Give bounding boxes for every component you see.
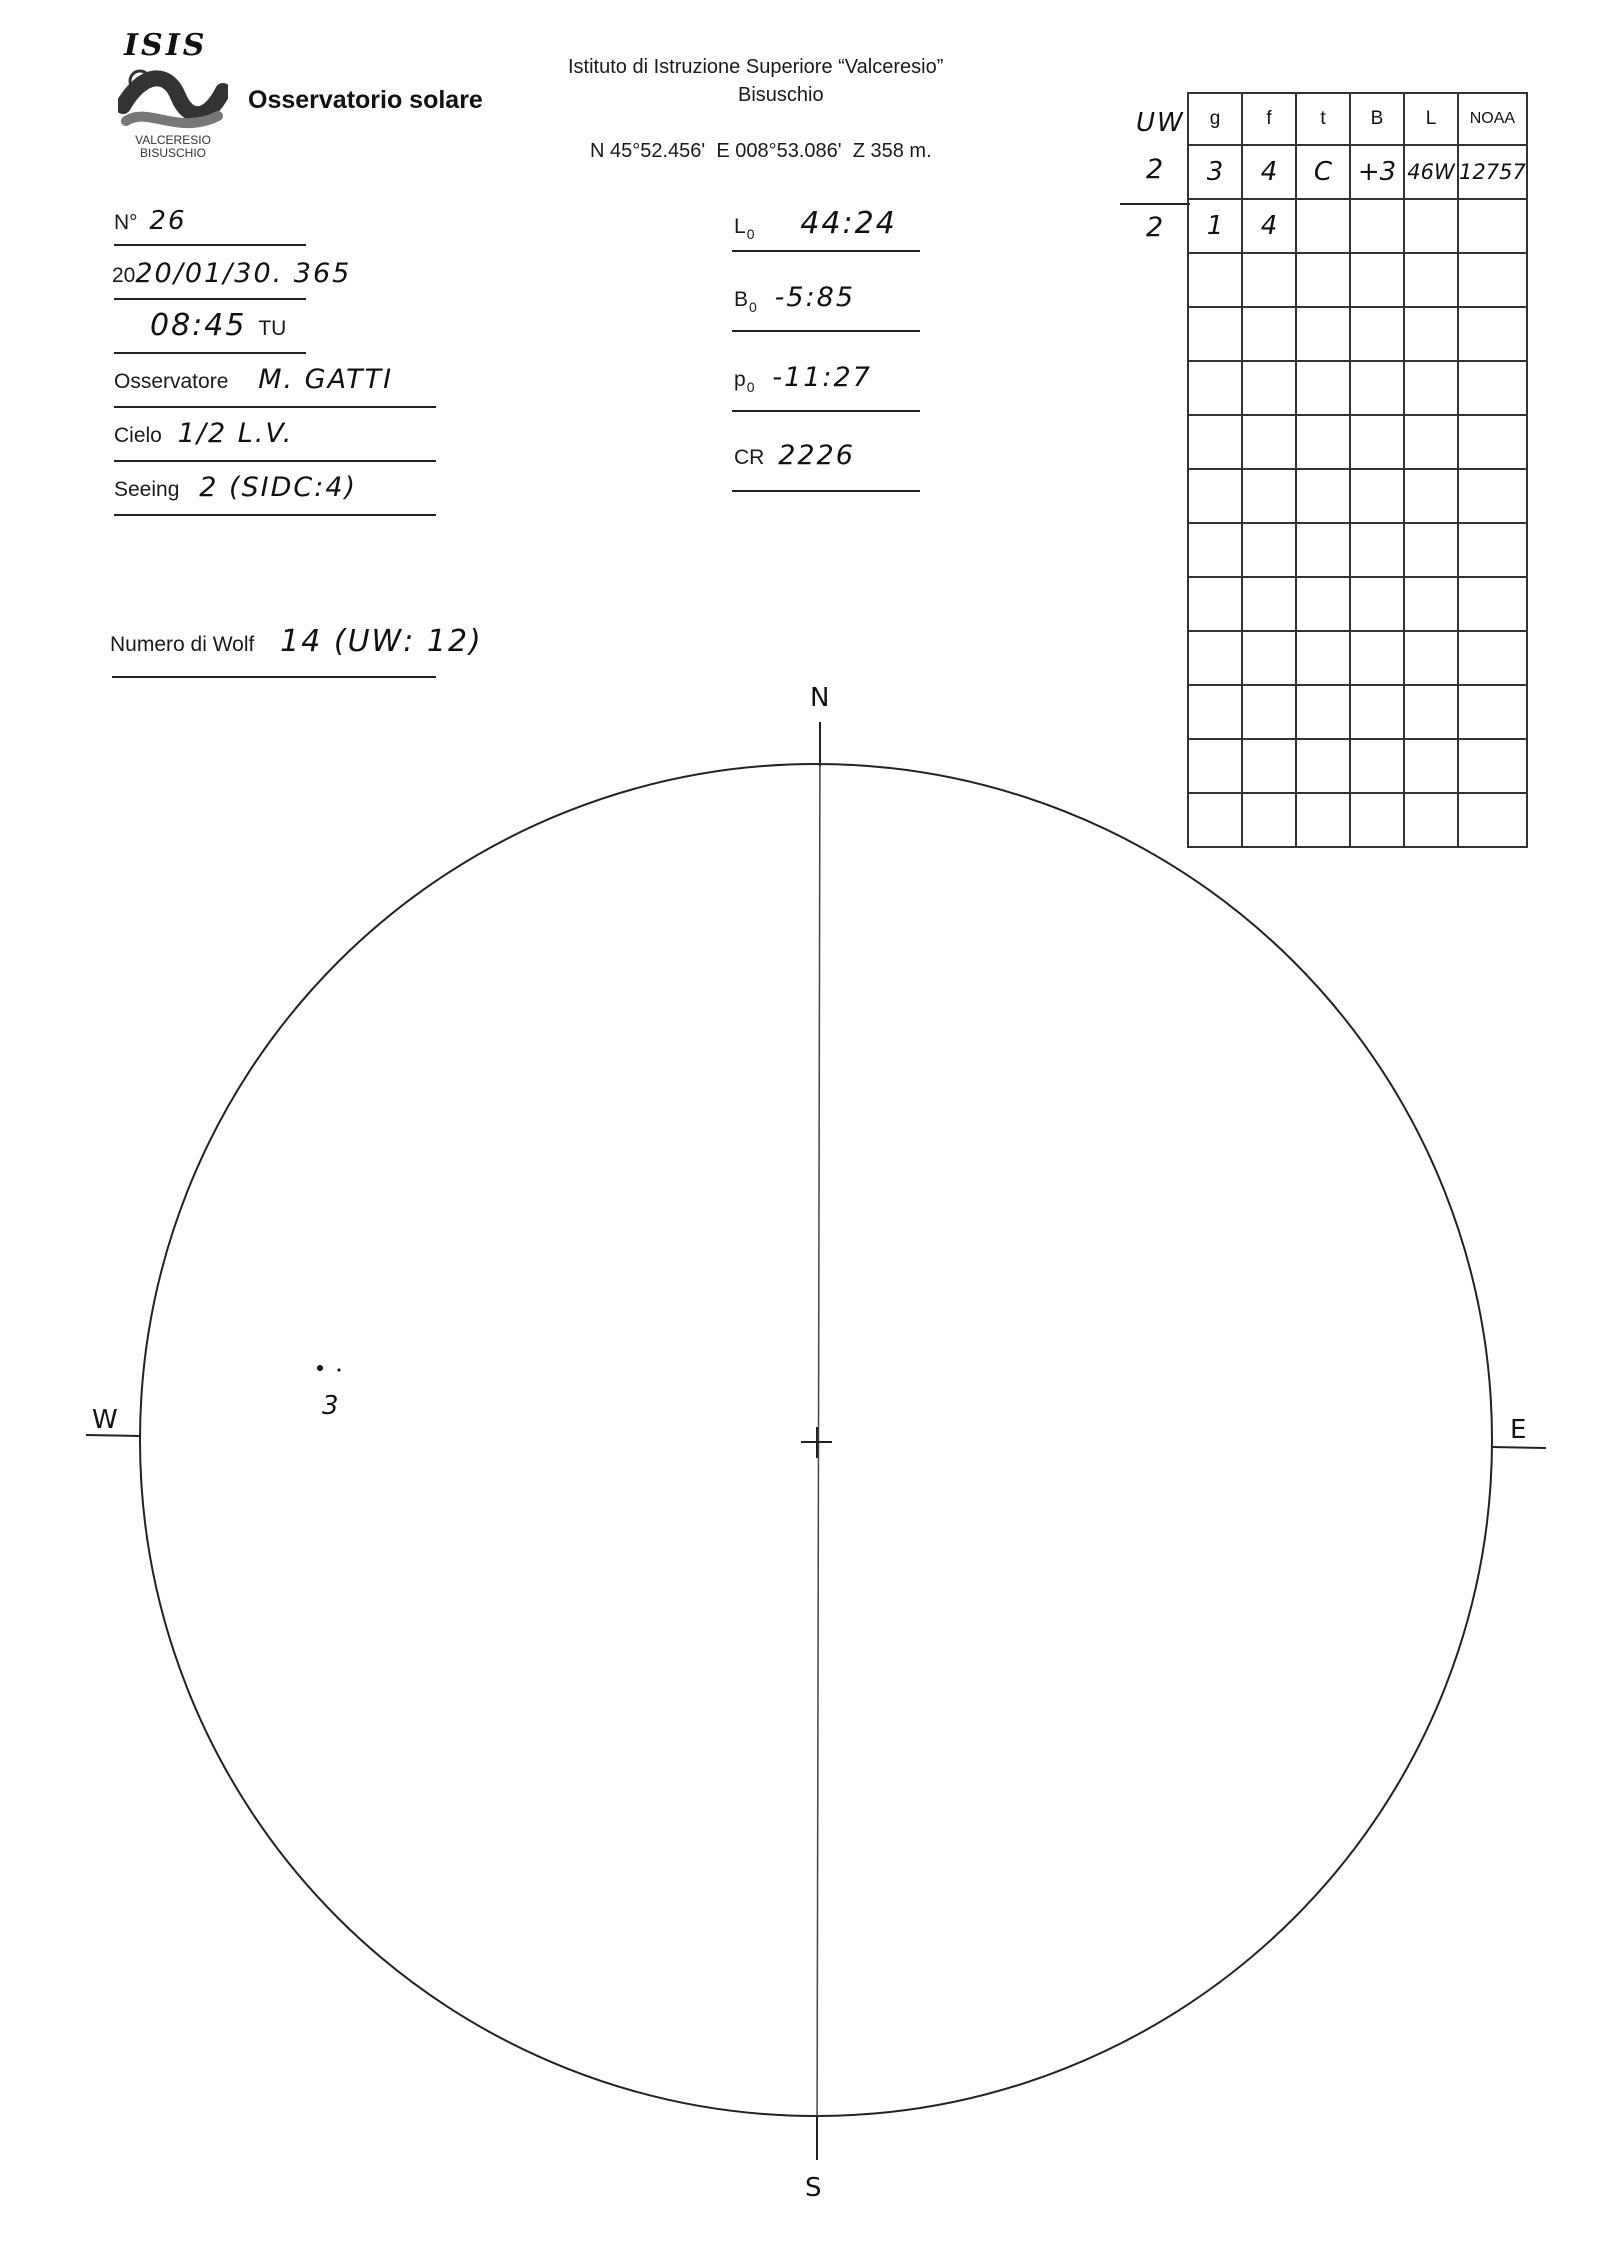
l0-label: $L_0$: [734, 215, 755, 242]
col-header-g: g: [1188, 93, 1242, 145]
record-date-printed: 20: [112, 264, 136, 287]
record-time-unit: TU: [258, 317, 287, 340]
sunspot-group-label: 3: [322, 1391, 339, 1421]
page-title: Osservatorio solare: [248, 86, 483, 114]
cell-g: 1: [1188, 199, 1242, 253]
cell-l: 46W: [1404, 145, 1458, 199]
p0-label: $p_0$: [734, 368, 755, 395]
col-header-f: f: [1242, 93, 1296, 145]
record-number-value: 26: [149, 206, 187, 236]
cell-noaa: 12757: [1458, 145, 1527, 199]
observer-label: Osservatore: [114, 370, 229, 393]
cell-t: C: [1296, 145, 1350, 199]
cr-label: CR: [734, 446, 765, 469]
sky-value: 1/2 L.V.: [177, 418, 294, 449]
wolf-number-value: 14 (UW: 12): [280, 624, 483, 659]
south-label: S: [805, 2173, 822, 2203]
sunspot: [337, 1368, 340, 1371]
east-label: E: [1510, 1415, 1527, 1445]
institute-town: Bisuschio: [738, 84, 824, 106]
cell-b: +3: [1350, 145, 1404, 199]
cell-f: 4: [1242, 145, 1296, 199]
b0-label: $B_0$: [734, 288, 757, 315]
table-side-value-2: 2: [1146, 212, 1166, 243]
west-tick: [86, 1435, 140, 1436]
record-date-value: 20/01/30. 365: [135, 258, 352, 289]
cell-g: 3: [1188, 145, 1242, 199]
logo-wordmark: ISIS: [124, 28, 208, 63]
col-header-b: B: [1350, 93, 1404, 145]
observatory-coordinates: N 45°52.456' E 008°53.086' Z 358 m.: [590, 140, 932, 162]
observer-value: M. GATTI: [258, 364, 394, 395]
record-number-label: N°: [114, 211, 138, 234]
seeing-label: Seeing: [114, 478, 180, 501]
sunspot: [317, 1365, 323, 1371]
record-time-value: 08:45: [150, 308, 247, 343]
east-tick: [1492, 1447, 1546, 1448]
logo-caption-line2: BISUSCHIO: [139, 146, 206, 160]
col-header-t: t: [1296, 93, 1350, 145]
l0-value: 44:24: [800, 206, 897, 241]
wolf-number-label: Numero di Wolf: [110, 633, 255, 656]
b0-value: -5:85: [774, 282, 856, 313]
west-label: W: [92, 1405, 118, 1435]
col-header-noaa: NOAA: [1458, 93, 1527, 145]
north-label: N: [810, 683, 830, 713]
table-side-header: UW: [1136, 108, 1185, 138]
table-side-value-1: 2: [1146, 154, 1166, 185]
p0-value: -11:27: [772, 362, 872, 393]
logo-caption-line1: VALCERESIO: [135, 133, 211, 147]
sky-label: Cielo: [114, 424, 162, 447]
col-header-l: L: [1404, 93, 1458, 145]
seeing-value: 2 (SIDC:4): [199, 472, 358, 503]
cell-f: 4: [1242, 199, 1296, 253]
institute-name: Istituto di Istruzione Superiore “Valceresio”: [568, 56, 944, 78]
cr-value: 2226: [778, 440, 855, 471]
